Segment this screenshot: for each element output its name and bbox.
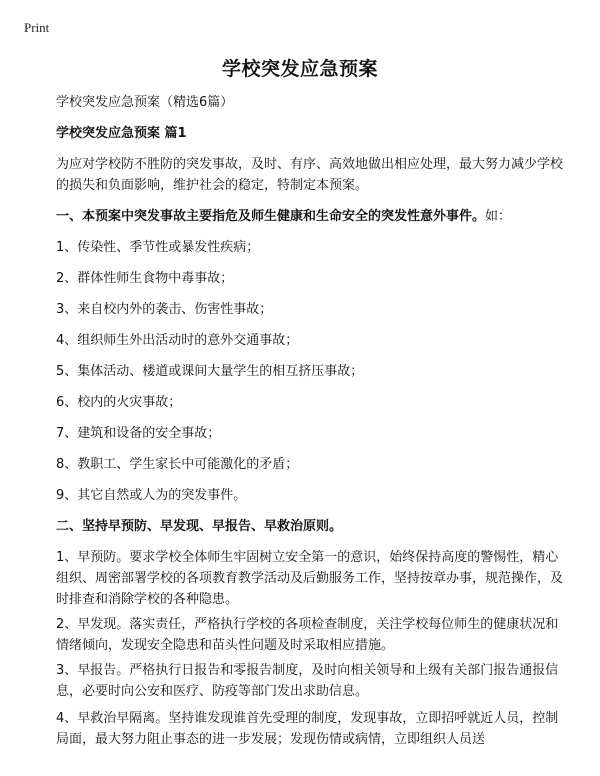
principle-paragraph: 2、早发现。落实责任，严格执行学校的各项检查制度，关注学校每位师生的健康状况和情绪倾向，发现安全隐患和苗头性问题及时采取相应措施。 [56, 617, 559, 653]
document-title: 学校突发应急预案 [221, 58, 378, 80]
heading-one-tail: 如： [485, 209, 512, 224]
list-item: 3、来自校内外的袭击、伤害性事故； [56, 302, 273, 317]
list-item: 8、教职工、学生家长中可能激化的矛盾； [56, 457, 299, 472]
list-item: 2、群体性师生食物中毒事故； [56, 271, 234, 286]
list-item: 1、传染性、季节性或暴发性疾病； [56, 240, 260, 255]
principle-paragraph: 1、早预防。要求学校全体师生牢固树立安全第一的意识，始终保持高度的警惕性，精心组织、周密部署学校的各项教育教学活动及后勤服务工作，坚持按章办事，规范操作，及时排查和消除学校的各种隐患。 [56, 550, 564, 607]
list-item: 4、组织师生外出活动时的意外交通事故； [56, 333, 299, 348]
heading-one-bold: 一、本预案中突发事故主要指危及师生健康和生命安全的突发性意外事件。 [56, 209, 486, 224]
print-label[interactable]: Print [24, 20, 50, 35]
heading-two: 二、坚持早预防、早发现、早报告、早救治原则。 [56, 519, 343, 534]
list-item: 5、集体活动、楼道或课间大量学生的相互挤压事故； [56, 364, 364, 379]
section-heading: 学校突发应急预案 篇1 [56, 126, 187, 141]
heading-one [56, 206, 566, 227]
list-item: 9、其它自然或人为的突发事件。 [56, 488, 247, 503]
list-item: 7、建筑和设备的安全事故； [56, 426, 221, 441]
principle-paragraph: 4、早救治早隔离。坚持谁发现谁首先受理的制度，发现事故，立即招呼就近人员，控制局面，最大努力阻止事态的进一步发展；发现伤情或病情，立即组织人员送 [56, 711, 559, 747]
list-item: 6、校内的火灾事故； [56, 395, 182, 410]
principle-paragraph: 3、早报告。严格执行日报告和零报告制度，及时向相关领导和上级有关部门报告通报信息，必要时向公安和医疗、防疫等部门发出求助信息。 [56, 663, 559, 699]
intro-paragraph: 为应对学校防不胜防的突发事故，及时、有序、高效地做出相应处理，最大努力减少学校的损失和负面影响，维护社会的稳定，特制定本预案。 [56, 157, 564, 193]
document-subtitle: 学校突发应急预案（精选6篇） [56, 95, 234, 110]
